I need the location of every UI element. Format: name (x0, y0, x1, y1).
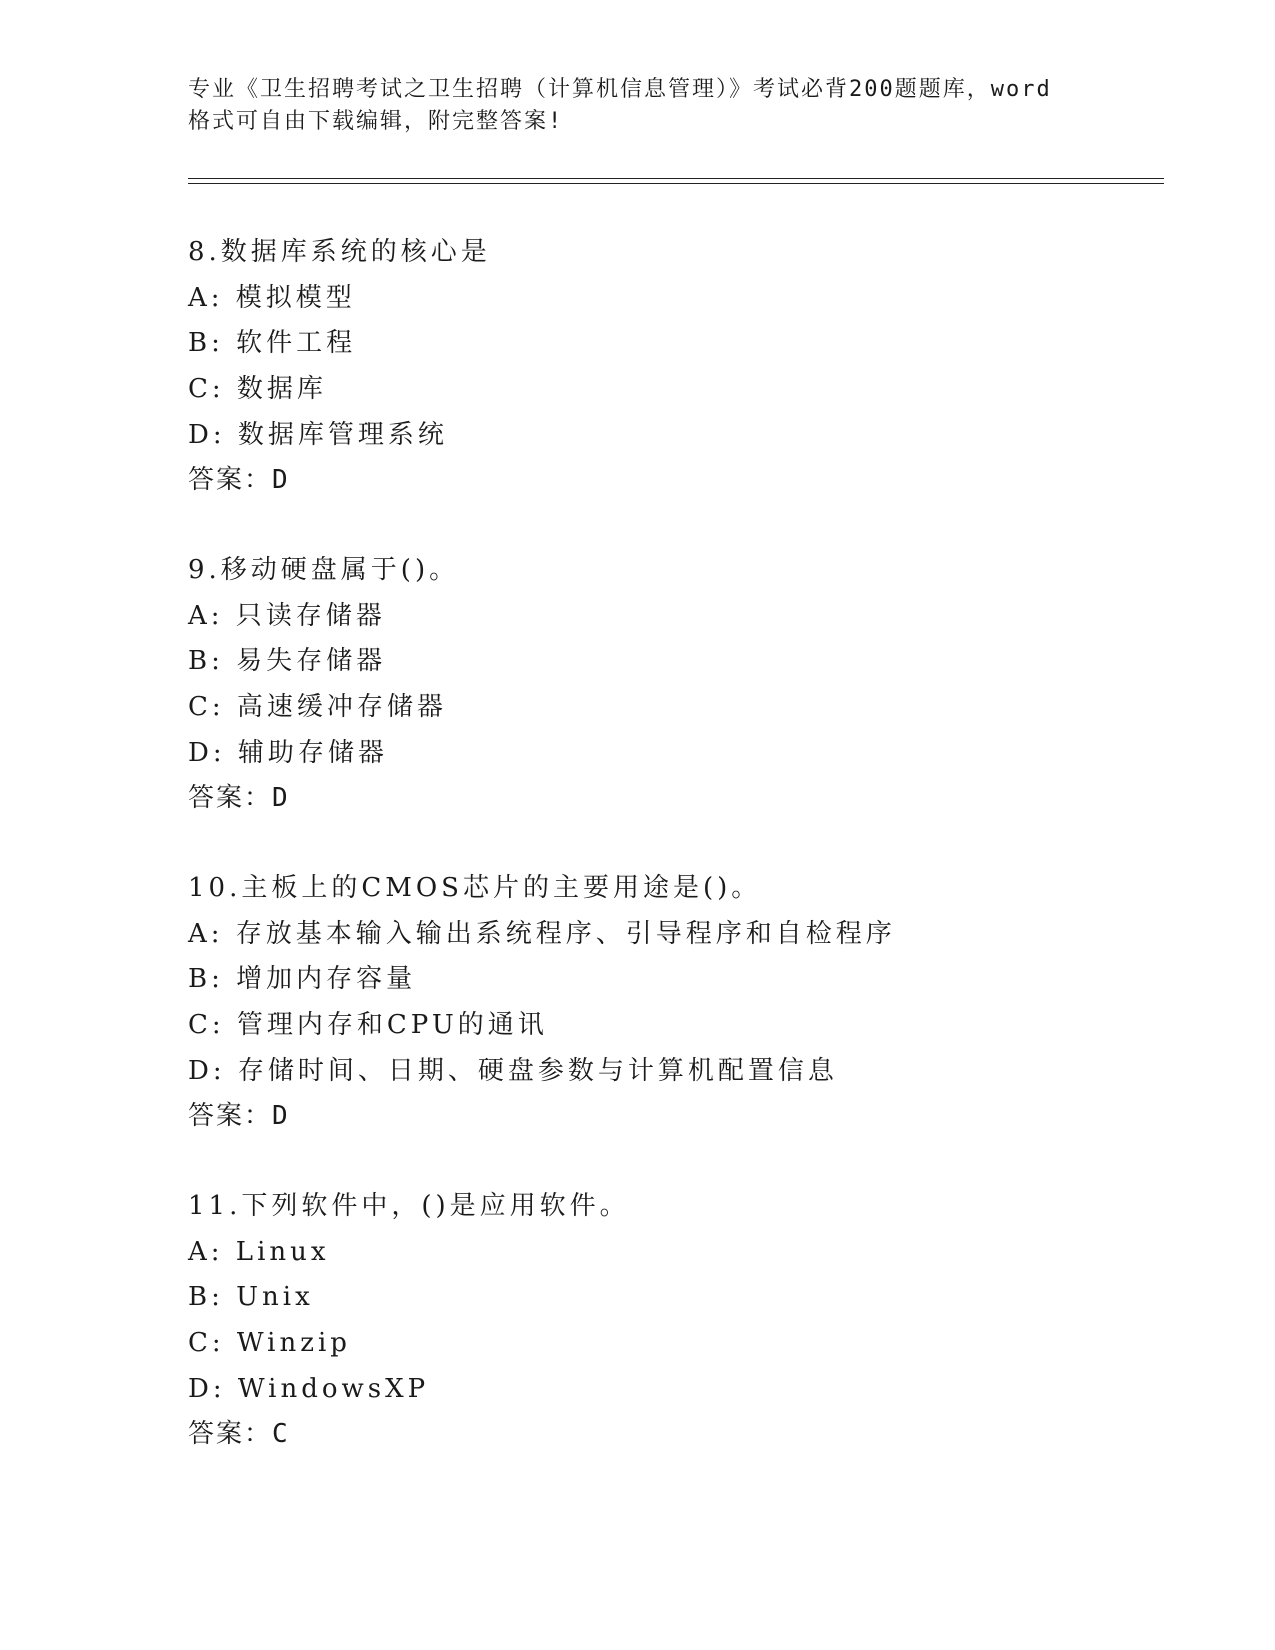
option-d: D: WindowsXP (188, 1373, 430, 1404)
option-c: C: 高速缓冲存储器 (188, 692, 447, 723)
question-stem: 10.主板上的CMOS芯片的主要用途是()。 (188, 873, 762, 903)
answer-value: D (272, 783, 288, 814)
option-d: D: 辅助存储器 (188, 737, 388, 768)
question-block (188, 230, 1188, 504)
option-a: A: 存放基本输入输出系统程序、引导程序和自检程序 (188, 918, 896, 949)
option-b: B: 软件工程 (188, 328, 357, 359)
header-divider-bottom (188, 183, 1164, 184)
question-block (188, 1184, 1188, 1458)
answer-value: C (272, 1419, 288, 1450)
document-header (188, 74, 1088, 138)
answer-label: 答案： (188, 783, 273, 814)
answer-label: 答案： (188, 465, 273, 496)
question-stem: 8.数据库系统的核心是 (188, 237, 491, 267)
answer-line (188, 776, 1188, 822)
answer-line (188, 1412, 1188, 1458)
answer-label: 答案： (188, 1419, 273, 1450)
answer-line (188, 1094, 1188, 1140)
option-d: D: 数据库管理系统 (188, 419, 448, 450)
answer-value: D (272, 465, 288, 496)
header-line-1: 专业《卫生招聘考试之卫生招聘（计算机信息管理）》考试必背200题题库，word (188, 77, 1052, 102)
header-divider-top (188, 178, 1164, 179)
option-c: C: Winzip (188, 1328, 351, 1359)
option-b: B: 增加内存容量 (188, 964, 417, 995)
question-stem: 11.下列软件中，()是应用软件。 (188, 1191, 630, 1221)
option-a: A: 只读存储器 (188, 600, 386, 631)
question-stem: 9.移动硬盘属于()。 (188, 555, 460, 585)
option-d: D: 存储时间、日期、硬盘参数与计算机配置信息 (188, 1055, 838, 1086)
option-b: B: Unix (188, 1282, 314, 1313)
option-a: A: 模拟模型 (188, 282, 356, 313)
option-b: B: 易失存储器 (188, 646, 387, 677)
answer-label: 答案： (188, 1101, 273, 1132)
option-c: C: 数据库 (188, 374, 327, 405)
question-block (188, 548, 1188, 822)
option-c: C: 管理内存和CPU的通讯 (188, 1010, 548, 1041)
answer-value: D (272, 1101, 288, 1132)
header-line-2: 格式可自由下载编辑，附完整答案! (188, 109, 564, 134)
answer-line (188, 458, 1188, 504)
question-block (188, 866, 1188, 1140)
option-a: A: Linux (188, 1236, 330, 1267)
